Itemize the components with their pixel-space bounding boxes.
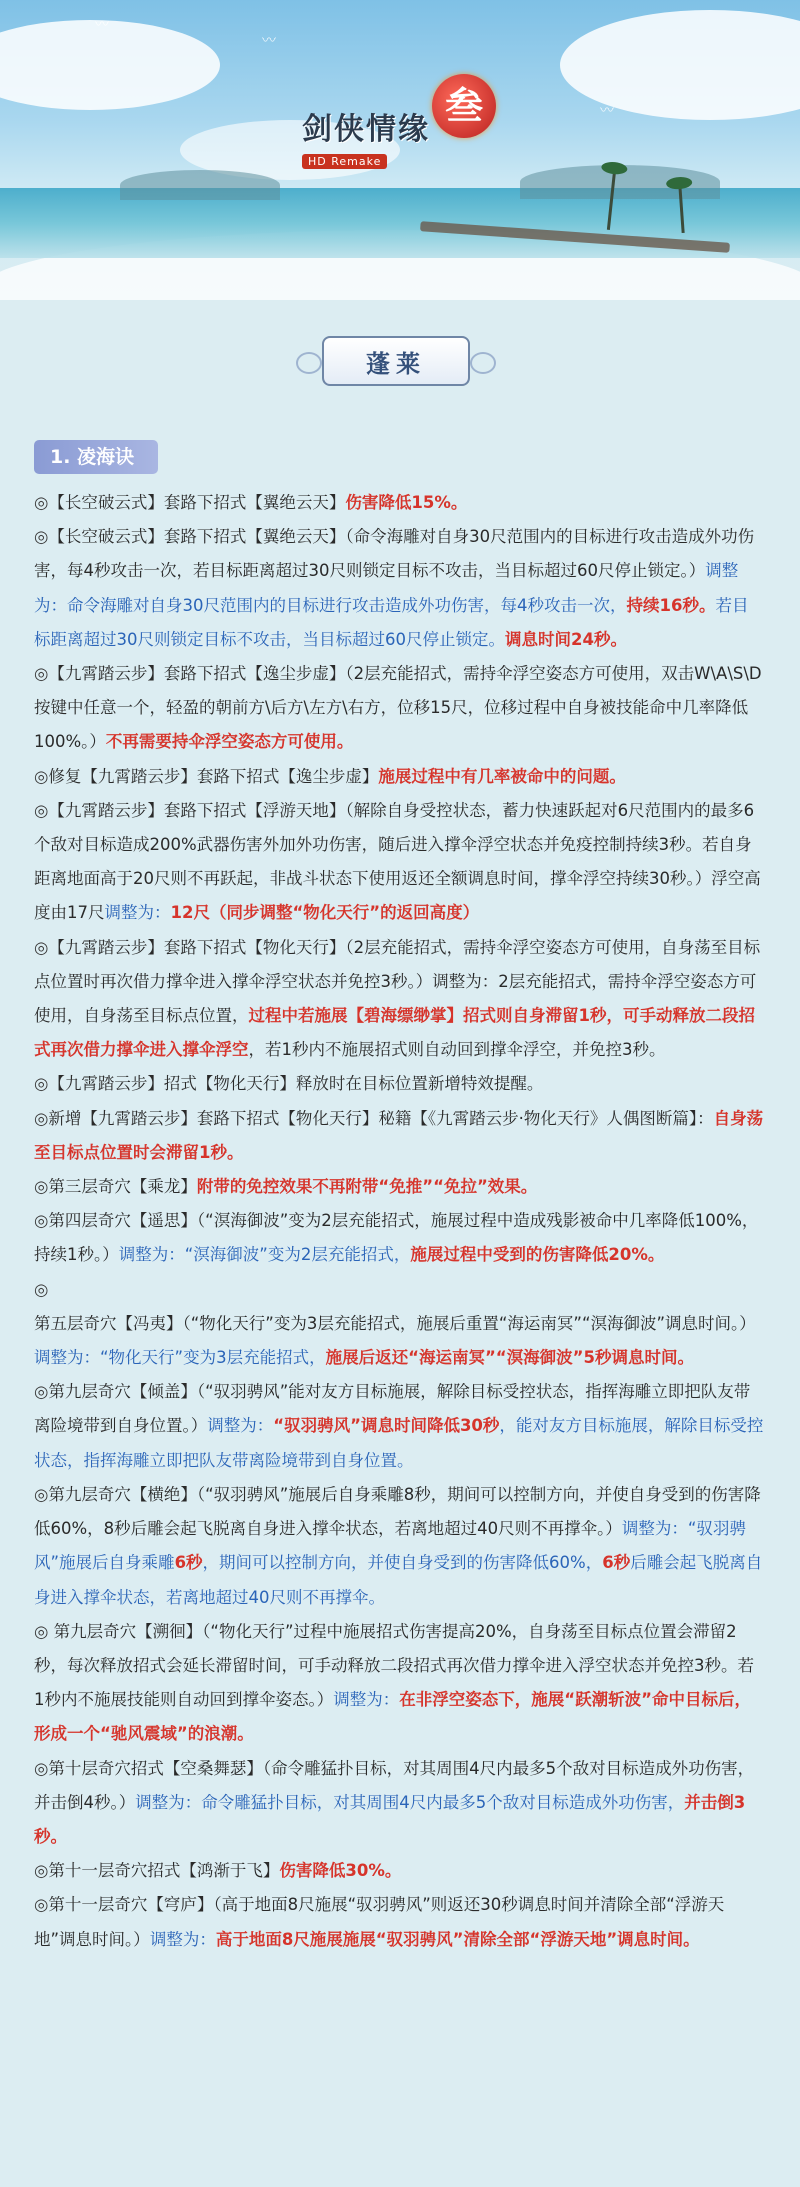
bullet-icon: ◎ xyxy=(34,1621,49,1641)
note-text: 【长空破云式】套路下招式【翼绝云天】 xyxy=(48,493,346,512)
patch-note-item xyxy=(34,1204,764,1272)
highlight-text: 施展过程中受到的伤害降低20%。 xyxy=(410,1245,665,1265)
highlight-text: 伤害降低15%。 xyxy=(345,493,468,512)
adjustment-text: 调整为：“驭羽骋风”施展后自身乘雕 xyxy=(34,1519,746,1573)
adjustment-text: 调整为：命令雕猛扑目标，对其周围4尺内最多5个敌对目标造成外功伤害， xyxy=(135,1792,685,1812)
adjustment-text: 调整为： xyxy=(333,1690,400,1710)
adjustment-text: 后雕会起飞脱离自身进入撑伞状态，若离地超过40尺则不再撑伞。 xyxy=(34,1553,763,1607)
highlight-text: 6秒 xyxy=(602,1553,631,1573)
patch-note-item xyxy=(34,657,764,760)
bullet-icon: ◎ xyxy=(34,664,49,684)
bullet-icon: ◎ xyxy=(34,1382,49,1402)
patch-note-item xyxy=(34,1170,764,1204)
bullet-icon: ◎ xyxy=(34,937,49,957)
patch-note-item xyxy=(34,931,764,1068)
patch-notes xyxy=(34,486,764,1957)
highlight-text: 附带的免控效果不再附带“免推”“免拉”效果。 xyxy=(196,1177,538,1197)
adjustment-text: 调整为：“溟海御波”变为2层充能招式， xyxy=(118,1245,411,1265)
patch-note-item xyxy=(34,1752,764,1855)
patch-note-item xyxy=(34,760,764,794)
bird-icon: 〰 xyxy=(262,33,276,49)
game-number: 叁 xyxy=(432,74,496,138)
patch-note-item xyxy=(34,1273,764,1376)
zone-title: 蓬莱 xyxy=(366,348,426,378)
note-text: 第五层奇穴【冯夷】（“物化天行”变为3层充能招式，施展后重置“海运南冥”“溟海御波”调息时间。） xyxy=(34,1313,756,1333)
game-logo xyxy=(292,72,512,182)
patch-note-item xyxy=(34,486,764,520)
bullet-icon: ◎ xyxy=(34,1074,49,1094)
highlight-text: 6秒 xyxy=(174,1553,203,1573)
highlight-text: 施展后返还“海运南冥”“溟海御波”5秒调息时间。 xyxy=(325,1348,694,1368)
section-header xyxy=(34,440,158,474)
bullet-icon: ◎ xyxy=(34,1895,49,1915)
note-text: 新增【九霄踏云步】套路下招式【物化天行】秘籍【《九霄踏云步·物化天行》人偶图断篇】： xyxy=(48,1108,714,1128)
note-text: 【九霄踏云步】套路下招式【浮游天地】（解除自身受控状态，蓄力快速跃起对6尺范围内的最多6个敌对目标造成200%武器伤害外加外功伤害，随后进入撑伞浮空状态并免疫控制持续3秒。若自身距离地面高于20尺则不再跃起，非战斗状态下使用返还全额调息时间，撑伞浮空持续30秒。）浮空高度由17尺 xyxy=(34,800,761,923)
highlight-text: 过程中若施展【碧海缥缈掌】招式则自身滞留1秒，可手动释放二段招式再次借力撑伞进入撑伞浮空 xyxy=(34,1006,755,1060)
highlight-text: 伤害降低30%。 xyxy=(279,1861,402,1881)
bullet-icon: ◎ xyxy=(34,1484,49,1504)
adjustment-text: 若目标距离超过30尺则锁定目标不攻击，当目标超过60尺停止锁定。 xyxy=(34,595,749,649)
bullet-icon: ◎ xyxy=(34,1861,49,1881)
note-text: 第十层奇穴招式【空桑舞瑟】（命令雕猛扑目标，对其周围4尺内最多5个敌对目标造成外功伤害，并击倒4秒。） xyxy=(34,1758,755,1812)
note-text: 【九霄踏云步】招式【物化天行】释放时在目标位置新增特效提醒。 xyxy=(48,1074,544,1094)
highlight-text: 施展过程中有几率被命中的问题。 xyxy=(378,766,626,786)
note-text: 第十一层奇穴【穹庐】（高于地面8尺施展“驭羽骋风”则返还30秒调息时间并清除全部“浮游天地”调息时间。） xyxy=(34,1895,725,1949)
highlight-text: 高于地面8尺施展施展“驭羽骋风”清除全部“浮游天地”调息时间。 xyxy=(215,1929,700,1949)
section-label: 1. 凌海诀 xyxy=(50,446,135,468)
patch-note-item xyxy=(34,1067,764,1101)
game-subtitle: HD Remake xyxy=(302,154,387,169)
bullet-icon: ◎ xyxy=(34,800,49,820)
bird-icon: 〰 xyxy=(600,103,614,119)
highlight-text: 自身荡至目标点位置时会滞留1秒。 xyxy=(34,1108,764,1162)
highlight-text: 持续16秒。 xyxy=(626,595,716,615)
patch-note-item xyxy=(34,1888,764,1956)
bullet-icon: ◎ xyxy=(34,1177,49,1197)
note-text: 【九霄踏云步】套路下招式【逸尘步虚】（2层充能招式，需持伞浮空姿态方可使用，双击W\A\S\D按键中任意一个，轻盈的朝前方\后方\左方\右方，位移15尺，位移过程中自身被技能命中几率降低100%。） xyxy=(34,664,762,752)
note-text: ，若1秒内不施展招式则自动回到撑伞浮空，并免控3秒。 xyxy=(248,1040,666,1060)
highlight-text: 并击倒3秒。 xyxy=(34,1792,746,1846)
adjustment-text: 调整为：“物化天行”变为3层充能招式， xyxy=(34,1348,326,1368)
adjustment-text: ，期间可以控制方向，并使自身受到的伤害降低60%， xyxy=(202,1553,603,1573)
bird-icon: 〰 xyxy=(95,17,109,33)
note-text: 第三层奇穴【乘龙】 xyxy=(48,1177,197,1197)
note-text: 【九霄踏云步】套路下招式【物化天行】（2层充能招式，需持伞浮空姿态方可使用，自身荡至目标点位置时再次借力撑伞进入撑伞浮空状态并免控3秒。）调整为：2层充能招式，需持伞浮空姿态方可使用，自身荡至目标点位置， xyxy=(34,937,761,1026)
zone-title-plate xyxy=(322,336,470,386)
highlight-text: 在非浮空姿态下，施展“跃潮斩波”命中目标后，形成一个“驰风震域”的浪潮。 xyxy=(34,1690,751,1744)
patch-note-item xyxy=(34,1102,764,1170)
adjustment-text: 调整为：命令海雕对自身30尺范围内的目标进行攻击造成外功伤害，每4秒攻击一次， xyxy=(34,561,739,615)
adjustment-text: 调整为： xyxy=(207,1416,274,1436)
highlight-text: “驭羽骋风”调息时间降低30秒 xyxy=(273,1416,500,1436)
note-text: 第九层奇穴【倾盖】（“驭羽骋风”能对友方目标施展，解除目标受控状态，指挥海雕立即把队友带离险境带到自身位置。） xyxy=(34,1382,751,1436)
bullet-icon: ◎ xyxy=(34,1211,49,1231)
note-text: 第九层奇穴【横绝】（“驭羽骋风”施展后自身乘雕8秒，期间可以控制方向，并使自身受到的伤害降低60%，8秒后雕会起飞脱离自身进入撑伞状态，若离地超过40尺则不再撑伞。） xyxy=(34,1484,761,1539)
highlight-text: 调息时间24秒。 xyxy=(505,629,627,649)
note-text: 修复【九霄踏云步】套路下招式【逸尘步虚】 xyxy=(48,766,379,786)
patch-note-item xyxy=(34,1478,764,1615)
note-text: 第九层奇穴【溯徊】（“物化天行”过程中施展招式伤害提高20%，自身荡至目标点位置会滞留2秒，每次释放招式会延长滞留时间，可手动释放二段招式再次借力撑伞进入浮空状态并免控3秒。若1秒内不施展技能则自动回到撑伞姿态。） xyxy=(34,1621,754,1710)
patch-note-item xyxy=(34,1375,764,1478)
game-title: 剑侠情缘 xyxy=(302,112,430,147)
patch-note-item xyxy=(34,1615,764,1752)
note-text: 第四层奇穴【遥思】（“溟海御波”变为2层充能招式，施展过程中造成残影被命中几率降低100%，持续1秒。） xyxy=(34,1211,759,1265)
bullet-icon: ◎ xyxy=(34,1279,49,1299)
header-banner xyxy=(0,0,800,300)
bullet-icon: ◎ xyxy=(34,1758,49,1778)
highlight-text: 12尺（同步调整“物化天行”的返回高度） xyxy=(170,903,480,923)
patch-note-item xyxy=(34,1854,764,1888)
adjustment-text: 调整为： xyxy=(149,1929,216,1949)
adjustment-text: 调整为： xyxy=(104,903,171,923)
bullet-icon: ◎ xyxy=(34,1108,49,1128)
note-text: 第十一层奇穴招式【鸿渐于飞】 xyxy=(48,1861,280,1881)
note-text: 【长空破云式】套路下招式【翼绝云天】（命令海雕对自身30尺范围内的目标进行攻击造成外功伤害，每4秒攻击一次，若目标距离超过30尺则锁定目标不攻击，当目标超过60尺停止锁定。） xyxy=(34,527,755,581)
patch-note-item xyxy=(34,520,764,657)
highlight-text: 不再需要持伞浮空姿态方可使用。 xyxy=(105,732,354,752)
adjustment-text: ，能对友方目标施展，解除目标受控状态，指挥海雕立即把队友带离险境带到自身位置。 xyxy=(34,1416,764,1470)
patch-note-item xyxy=(34,794,764,931)
bullet-icon: ◎ xyxy=(34,493,49,512)
bullet-icon: ◎ xyxy=(34,766,49,786)
bullet-icon: ◎ xyxy=(34,527,49,547)
